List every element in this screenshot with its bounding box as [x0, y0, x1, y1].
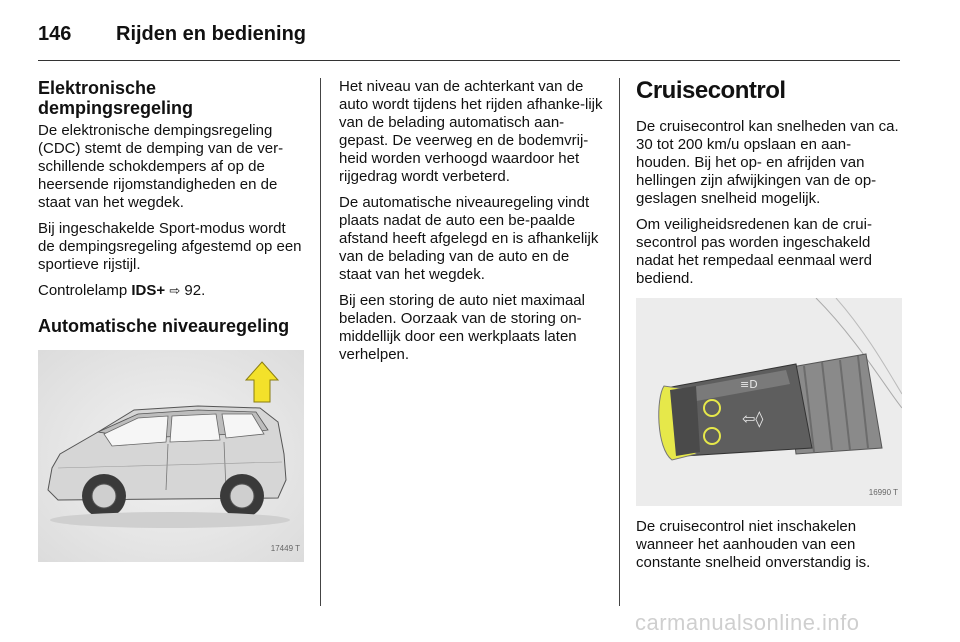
paragraph: De cruisecontrol kan snelheden van ca. 30 tot 200 km/u opslaan en aan-houden. Bij het op- en afrijden van hellingen zijn afwijkingen van de op-geslagen snelheid mogelijk.: [636, 118, 899, 207]
header-rule: [38, 60, 900, 61]
running-title: Rijden en bediening: [116, 22, 307, 45]
svg-text:≡D: ≡D: [740, 378, 758, 391]
lamp-name: IDS+: [131, 282, 166, 299]
cruise-control-lever-illustration: [636, 298, 902, 506]
car-illustration: [38, 350, 304, 562]
page-header: [38, 14, 306, 54]
column-divider-1: [320, 78, 321, 606]
section-heading-dempingsregeling: Elektronische dempingsregeling: [38, 78, 194, 118]
paragraph: De elektronische dempingsregeling (CDC) stemt de demping van de ver-schillende schokdempers af op de heersende rijomstandigheden en de staat van het wegdek.: [38, 122, 284, 211]
paragraph: De automatische niveauregeling vindt plaats nadat de auto een be-paalde afstand heeft afgelegd en is afhankelijk van de belading van de auto en de staat van het wegdek.: [339, 194, 599, 283]
paragraph: Bij een storing de auto niet maximaal beladen. Oorzaak van de storing on-middellijk door een werkplaats laten verhelpen.: [339, 292, 585, 363]
page-number: 146: [38, 22, 72, 45]
section-heading-cruisecontrol: Cruisecontrol: [636, 77, 786, 104]
paragraph: Het niveau van de achterkant van de auto wordt tijdens het rijden afhanke-lijk van de belading automatisch aan-gepast. De veerweg en de bodemvrij-heid worden verhoogd waardoor het rijgedrag wordt verbeterd.: [339, 78, 603, 185]
section-heading-niveauregeling: Automatische niveauregeling: [38, 316, 290, 336]
paragraph: Om veiligheidsredenen kan de crui-secontrol pas worden ingeschakeld nadat het rempedaal eenmaal werd bediend.: [636, 216, 872, 287]
svg-text:⇦◊: ⇦◊: [742, 409, 764, 428]
column-divider-2: [619, 78, 620, 606]
column-3: [636, 78, 902, 580]
lever-drawing: [636, 298, 902, 506]
watermark: carmanualsonline.info: [635, 610, 860, 635]
car-drawing: [38, 350, 304, 562]
paragraph-controlelamp: [38, 282, 304, 300]
page-reference[interactable]: 92.: [180, 282, 206, 299]
page-reference-arrow-icon: ⇨: [169, 283, 181, 298]
paragraph: De cruisecontrol niet inschakelen wanneer het aanhouden van een constante snelheid onverstandig is.: [636, 518, 871, 571]
figure-code: 17449 T: [270, 544, 300, 553]
text: Controlelamp: [38, 282, 132, 299]
column-1: [38, 78, 304, 562]
paragraph: Bij ingeschakelde Sport-modus wordt de dempingsregeling afgestemd op een sportieve rijstijl.: [38, 220, 302, 273]
column-2: [339, 78, 605, 372]
figure-code: 16990 T: [868, 488, 898, 497]
